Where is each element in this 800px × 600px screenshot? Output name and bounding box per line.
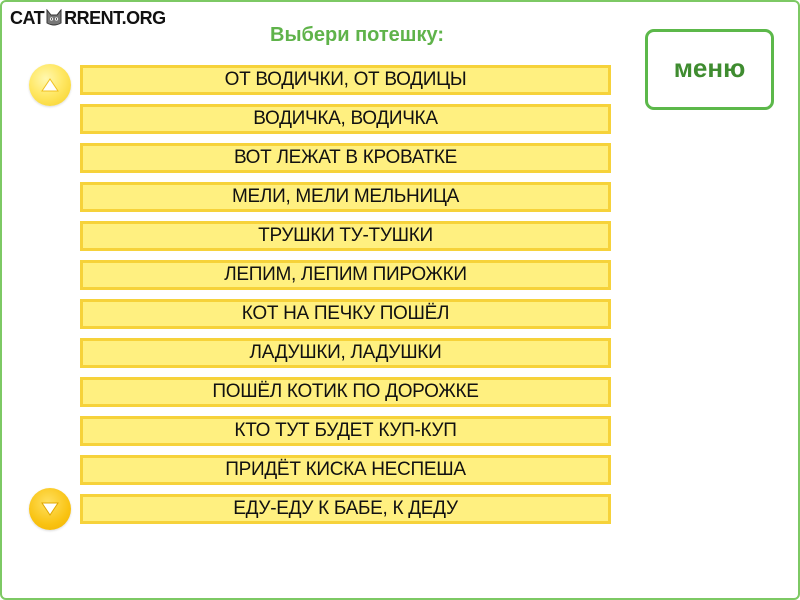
list-item[interactable] (80, 65, 611, 95)
scroll-down-button[interactable] (29, 488, 71, 530)
list-item-label: КТО ТУТ БУДЕТ КУП-КУП (234, 420, 457, 441)
menu-button[interactable] (645, 29, 774, 110)
list-item[interactable] (80, 299, 611, 329)
list-item-label: ЛЕПИМ, ЛЕПИМ ПИРОЖКИ (224, 264, 467, 285)
list-item-label: ПОШЁЛ КОТИК ПО ДОРОЖКЕ (212, 381, 479, 402)
logo-suffix: RRENT.ORG (64, 7, 166, 28)
page-title: Выбери потешку: (270, 24, 444, 46)
list-item[interactable] (80, 494, 611, 524)
down-triangle-icon (41, 502, 59, 516)
list-item-label: ЛАДУШКИ, ЛАДУШКИ (249, 342, 442, 363)
list-item[interactable] (80, 455, 611, 485)
list-item[interactable] (80, 221, 611, 251)
list-item-label: ПРИДЁТ КИСКА НЕСПЕША (225, 459, 466, 480)
list-item-label: ВОДИЧКА, ВОДИЧКА (253, 108, 438, 129)
list-item-label: КОТ НА ПЕЧКУ ПОШЁЛ (241, 303, 450, 324)
list-item[interactable] (80, 104, 611, 134)
list-item[interactable] (80, 143, 611, 173)
rhyme-list (80, 65, 611, 533)
list-item-label: ОТ ВОДИЧКИ, ОТ ВОДИЦЫ (224, 69, 467, 90)
list-item-label: ЕДУ-ЕДУ К БАБЕ, К ДЕДУ (233, 498, 458, 519)
list-item-label: ТРУШКИ ТУ-ТУШКИ (258, 225, 433, 246)
list-item-label: МЕЛИ, МЕЛИ МЕЛЬНИЦА (232, 186, 459, 207)
logo-prefix: CAT (10, 7, 45, 28)
scroll-up-button[interactable] (29, 64, 71, 106)
list-item[interactable] (80, 416, 611, 446)
list-item[interactable] (80, 338, 611, 368)
up-triangle-icon (41, 78, 59, 92)
list-item[interactable] (80, 260, 611, 290)
list-item[interactable] (80, 377, 611, 407)
menu-button-label: меню (673, 53, 746, 83)
list-item-label: ВОТ ЛЕЖАТ В КРОВАТКЕ (233, 147, 458, 168)
list-item[interactable] (80, 182, 611, 212)
